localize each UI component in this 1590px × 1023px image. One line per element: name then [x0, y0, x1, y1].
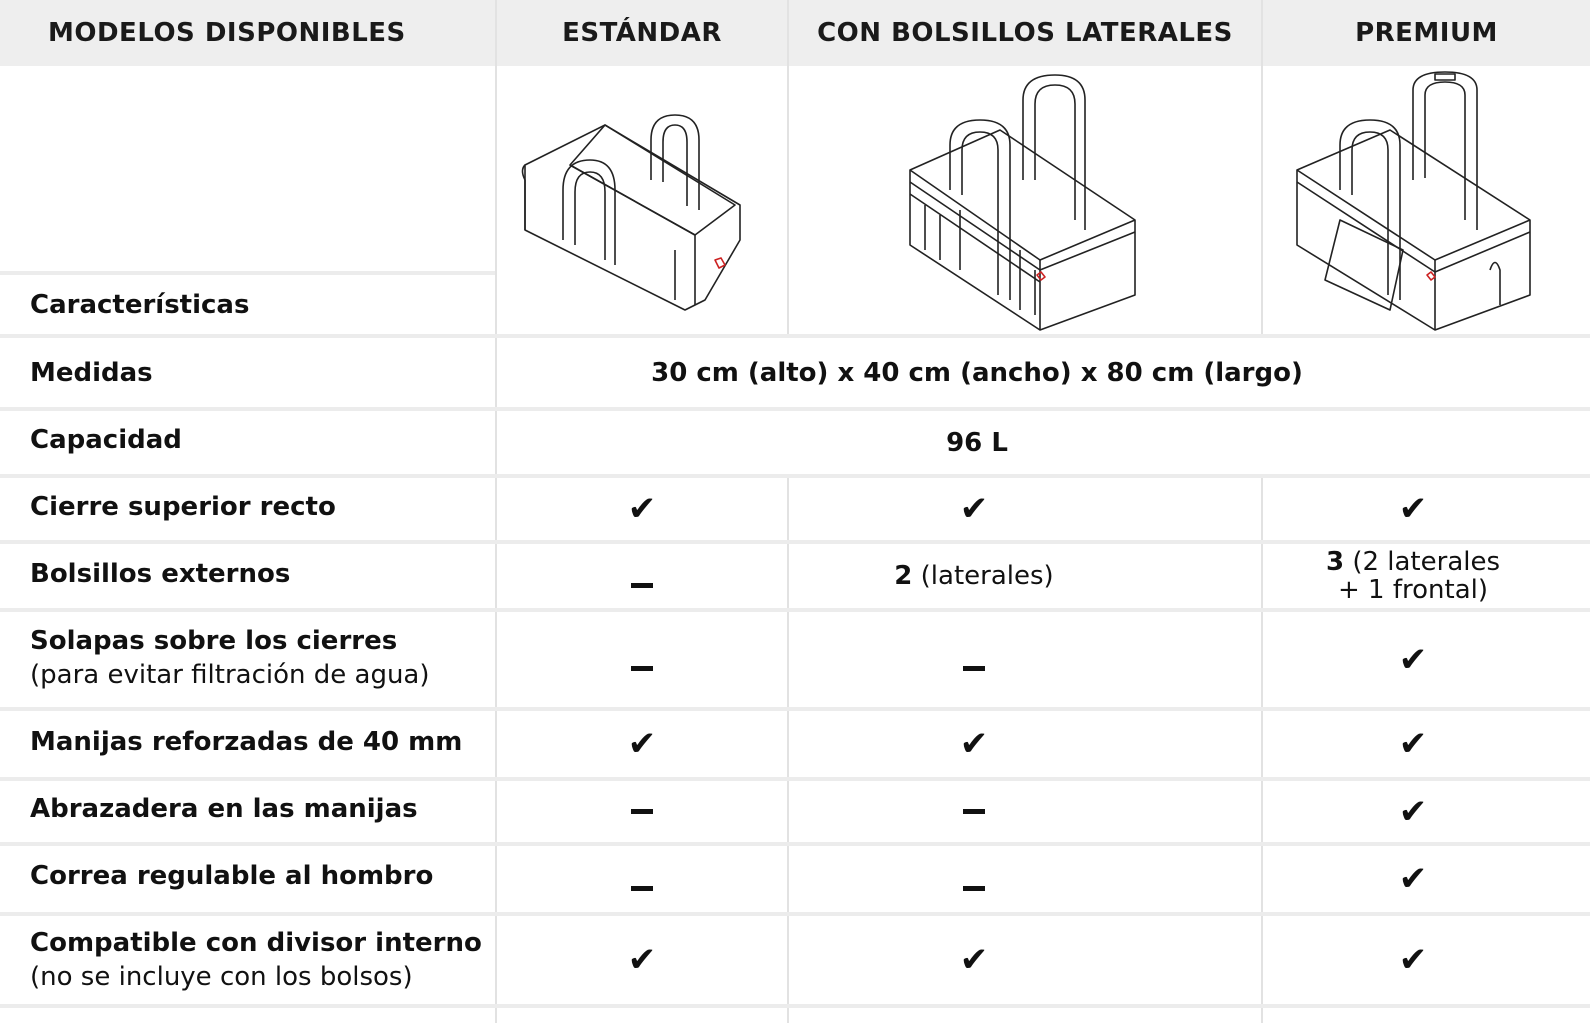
row-label-capacidad: Capacidad: [30, 425, 182, 455]
bolsillos-laterales-num: 2: [894, 561, 913, 591]
bolsillos-laterales-value: [789, 544, 1159, 608]
divider: [0, 1004, 1590, 1008]
solapas-estandar: [497, 612, 787, 707]
abrazadera-bolsillos: [789, 781, 1159, 842]
check-icon: ✔: [1398, 940, 1428, 980]
row-label-medidas: Medidas: [30, 358, 153, 388]
check-icon: ✔: [627, 489, 657, 529]
header-bolsillos: CON BOLSILLOS LATERALES: [789, 0, 1261, 66]
check-icon: ✔: [959, 724, 989, 764]
dash-icon: [631, 886, 653, 891]
row-label-cierre: Cierre superior recto: [30, 492, 336, 522]
check-icon: ✔: [959, 489, 989, 529]
abrazadera-estandar: [497, 781, 787, 842]
check-icon: ✔: [627, 940, 657, 980]
bag-side-pockets-image: [905, 70, 1155, 332]
header-models: MODELOS DISPONIBLES: [0, 0, 495, 66]
divisor-subtitle: (no se incluye con los bolsos): [30, 962, 413, 992]
dash-icon: [963, 886, 985, 891]
check-icon: ✔: [959, 940, 989, 980]
row-label-solapas: [30, 624, 430, 692]
solapas-subtitle: (para evitar filtración de agua): [30, 660, 430, 690]
row-label-caracteristicas: Características: [30, 290, 250, 320]
bolsillos-estandar: [497, 544, 787, 608]
medidas-value: 30 cm (alto) x 40 cm (ancho) x 80 cm (largo): [651, 357, 1303, 388]
bolsillos-premium-value: [1263, 544, 1563, 608]
divider: [0, 271, 495, 275]
row-label-correa: Correa regulable al hombro: [30, 861, 434, 891]
row-label-bolsillos: Bolsillos externos: [30, 559, 291, 589]
divider: [1261, 0, 1263, 336]
row-label-abrazadera: Abrazadera en las manijas: [30, 794, 418, 824]
dash-icon: [963, 809, 985, 814]
check-icon: ✔: [1398, 724, 1428, 764]
divider: [787, 0, 789, 336]
bolsillos-premium-num: 3: [1325, 547, 1345, 577]
bag-premium-image: [1295, 70, 1545, 332]
divisor-title: Compatible con divisor interno: [30, 928, 482, 958]
row-label-divisor: [30, 926, 482, 994]
correa-estandar: [497, 846, 787, 912]
check-icon: ✔: [1398, 859, 1428, 899]
check-icon: ✔: [627, 724, 657, 764]
solapas-bolsillos: [789, 612, 1159, 707]
check-icon: ✔: [1398, 791, 1428, 832]
bolsillos-premium-text2: + 1 frontal): [1337, 575, 1488, 605]
bolsillos-laterales-text: (laterales): [912, 561, 1054, 591]
correa-bolsillos: [789, 846, 1159, 912]
dash-icon: [963, 666, 985, 671]
check-icon: ✔: [1398, 489, 1428, 529]
bag-standard-image: [515, 110, 765, 320]
dash-icon: [631, 809, 653, 814]
header-premium: PREMIUM: [1263, 0, 1590, 66]
row-label-manijas: Manijas reforzadas de 40 mm: [30, 727, 463, 757]
capacidad-value: 96 L: [946, 427, 1008, 458]
header-estandar: ESTÁNDAR: [497, 0, 787, 66]
dash-icon: [631, 666, 653, 671]
dash-icon: [631, 583, 653, 588]
bolsillos-premium-text1: (2 laterales: [1344, 547, 1501, 577]
solapas-title: Solapas sobre los cierres: [30, 626, 398, 656]
check-icon: ✔: [1398, 639, 1428, 680]
